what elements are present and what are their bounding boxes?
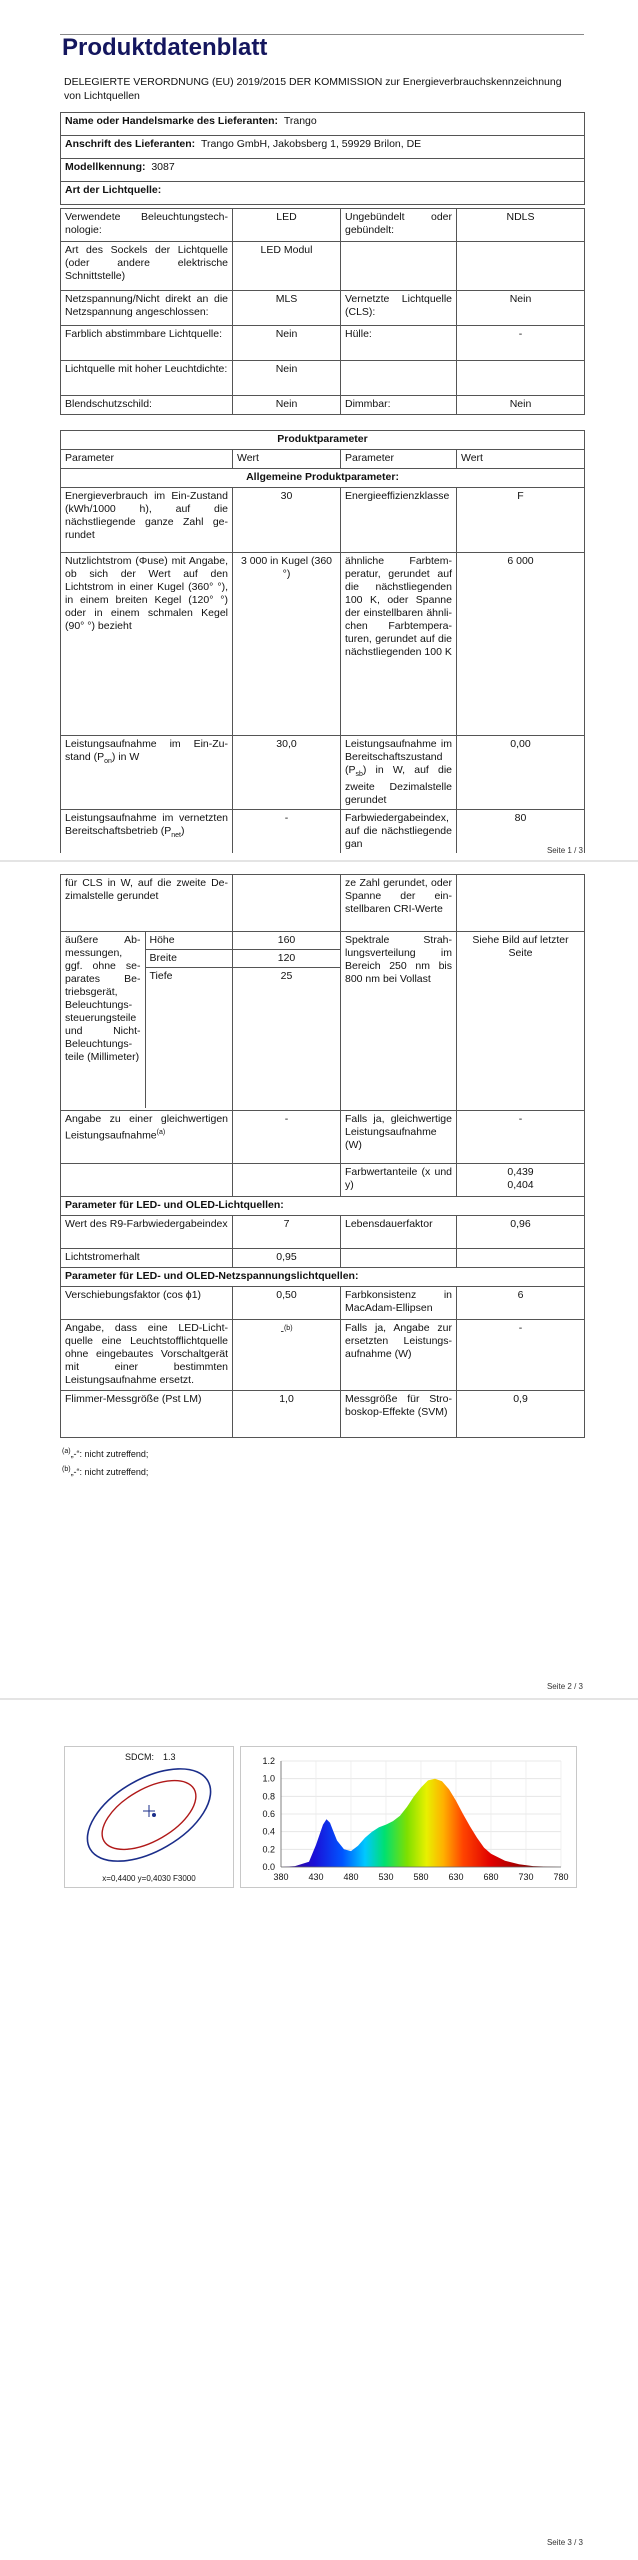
page-1 [0, 0, 638, 855]
x-tick-label: 430 [308, 1872, 324, 1882]
luminous-flux-label: Nutzlichtstrom (Φuse) mit Angabe, ob sich der Wert auf den Lichtstrom in einer Kugel (360° °), in einem breiten Kegel (120° °) oder in einem schmalen Kegel (90° °) bezieht [61, 553, 233, 736]
displacement-factor-label: Verschiebungsfaktor (cos ϕ1) [61, 1287, 233, 1320]
x-tick-label: 680 [483, 1872, 499, 1882]
replacement-claim-value: -$^{(b)}$ [233, 1320, 341, 1391]
lumen-maintenance-value: 0,95 [233, 1249, 341, 1268]
type-cell-v2: NDLS [457, 209, 585, 242]
y-tick-label: 0.2 [262, 1844, 275, 1855]
sdcm-svg [65, 1747, 233, 1887]
general-parameters-heading: Allgemeine Produktparameter: [61, 469, 585, 488]
parameters-table [60, 430, 585, 853]
equivalent-power-if-yes-value: - [457, 1111, 585, 1164]
flicker-value: 1,0 [233, 1391, 341, 1438]
empty-cell [457, 875, 585, 932]
standby-power-label: Leistungsaufnahme im Bereitschaftszustand $(P_{sb})$ in W, auf die zweite Dezimalstelle gerundet [341, 736, 457, 810]
on-mode-power-value: 30,0 [233, 736, 341, 810]
r9-label: Wert des R9-Farbwiedergabeindex [61, 1216, 233, 1249]
type-cell-v2: - [457, 326, 585, 361]
dim-depth-value: 25 [280, 970, 293, 982]
type-cell-l1: Farblich abstimmbare Lichtquelle: [61, 326, 233, 361]
cri-label: Farbwiedergabeindex, auf die nächstliegende gan [341, 810, 457, 854]
lumen-maintenance-label: Lichtstromerhalt [61, 1249, 233, 1268]
dimension-values-cell [233, 932, 341, 1111]
type-cell-v1: LED [233, 209, 341, 242]
sdcm-ellipse-chart [64, 1746, 234, 1888]
type-cell-v1: MLS [233, 291, 341, 326]
page-number-1: Seite 1 / 3 [546, 846, 583, 855]
energy-consumption-value: 30 [233, 488, 341, 553]
type-cell-l2: Dimmbar: [341, 396, 457, 415]
type-cell-v1: Nein [233, 326, 341, 361]
type-cell-l2: Ungebündelt oder gebündelt: [341, 209, 457, 242]
type-cell-v2 [457, 242, 585, 291]
page-number-2: Seite 2 / 3 [546, 1682, 583, 1691]
stroboscopic-label: Messgröße für Stroboskop-Effekte (SVM) [341, 1391, 457, 1438]
color-consistency-value: 6 [457, 1287, 585, 1320]
supplier-name-row: Name oder Handelsmarke des Lieferanten: Trango [61, 113, 585, 136]
dim-width-label: Breite [145, 950, 232, 968]
type-cell-v2 [457, 361, 585, 396]
on-mode-power-label: Leistungsaufnahme im Ein-Zustand $(P_{on})$ in W [61, 736, 233, 810]
stroboscopic-value: 0,9 [457, 1391, 585, 1438]
y-tick-label: 0.0 [262, 1862, 275, 1872]
footnote-b: $^{(b)}$„-“: nicht zutreffend; [62, 1466, 149, 1477]
sdcm-label: SDCM: [125, 1752, 154, 1762]
type-row [61, 209, 585, 242]
page-title: Produktdatenblatt [62, 34, 268, 61]
type-cell-v1: Nein [233, 361, 341, 396]
x-tick-label: 580 [413, 1872, 429, 1882]
type-cell-l2 [341, 361, 457, 396]
empty-cell [341, 1249, 457, 1268]
replacement-claim-label: Angabe, dass eine LED-Lichtquelle eine Leuchtstofflichtquelle ohne eingebautes Vorschaltgerät mit einer bestimmten Leistungsaufnahme ersetzt. [61, 1320, 233, 1391]
type-row [61, 361, 585, 396]
model-row: Modellkennung: 3087 [61, 159, 585, 182]
cri-label-cont: ze Zahl gerundet, oder Spanne der einstellbaren CRI-Werte [341, 875, 457, 932]
networked-standby-label: Leistungsaufnahme im vernetzten Bereitschaftsbetrieb $(P_{net})$ [61, 810, 233, 854]
y-tick-label: 0.4 [262, 1826, 275, 1837]
footnote-a: $^{(a)}$„-“: nicht zutreffend; [62, 1448, 149, 1459]
type-row [61, 326, 585, 361]
x-tick-label: 380 [273, 1872, 289, 1882]
equivalent-power-if-yes-label: Falls ja, gleichwertige Leistungsaufnahme (W) [341, 1111, 457, 1164]
x-tick-label: 530 [378, 1872, 394, 1882]
survival-factor-label: Lebensdauerfaktor [341, 1216, 457, 1249]
supplier-address-row: Anschrift des Lieferanten: Trango GmbH, Jakobsberg 1, 59929 Brilon, DE [61, 136, 585, 159]
supplier-table [60, 112, 585, 205]
luminous-flux-value: 3 000 in Kugel (360 °) [233, 553, 341, 736]
type-cell-v1: LED Modul [233, 242, 341, 291]
light-source-type-heading: Art der Lichtquelle: [61, 182, 585, 205]
dim-depth-label: Tiefe [149, 970, 173, 982]
standby-power-value: 0,00 [457, 736, 585, 810]
spectrum-area [281, 1779, 561, 1867]
spectral-distribution-label: Spektrale Strahlungsverteilung im Bereich 250 nm bis 800 nm bei Vollast [341, 932, 457, 1111]
type-row [61, 242, 585, 291]
equivalent-power-value: - [233, 1111, 341, 1164]
cri-value: 80 [457, 810, 585, 854]
type-cell-l1: Blendschutzschild: [61, 396, 233, 415]
mains-parameters-heading: Parameter für LED- und OLED-Netzspannungslichtquellen: [61, 1268, 585, 1287]
flicker-label: Flimmer-Messgröße (Pst LM) [61, 1391, 233, 1438]
replaced-power-value: - [457, 1320, 585, 1391]
x-tick-label: 780 [553, 1872, 569, 1882]
empty-cell [233, 875, 341, 932]
networked-standby-label-cont: für CLS in W, auf die zweite Dezimalstelle gerundet [61, 875, 233, 932]
survival-factor-value: 0,96 [457, 1216, 585, 1249]
equivalent-power-label: Angabe zu einer gleichwertigen Leistungsaufnahme$^{(a)}$ [61, 1111, 233, 1164]
type-row [61, 291, 585, 326]
empty-cell [233, 1164, 341, 1197]
parameters-table-continued [60, 874, 585, 1438]
y-tick-label: 1.0 [262, 1773, 275, 1784]
type-cell-l1: Verwendete Beleuchtungstechnologie: [61, 209, 233, 242]
r9-value: 7 [233, 1216, 341, 1249]
page-divider [0, 1698, 638, 1700]
col-header-param-2: Parameter [341, 450, 457, 469]
led-parameters-heading: Parameter für LED- und OLED-Lichtquellen: [61, 1197, 585, 1216]
dim-height-value: 160 [233, 932, 340, 950]
type-cell-l1: Lichtquelle mit hoher Leuchtdichte: [61, 361, 233, 396]
dim-width-value: 120 [233, 950, 340, 968]
page-number-3: Seite 3 / 3 [546, 2538, 583, 2547]
displacement-factor-value: 0,50 [233, 1287, 341, 1320]
color-temperature-label: ähnliche Farbtemperatur, gerundet auf die nächstliegenden 100 K, oder Spanne der einstellbaren ähnlichen Farbtemperaturen, gerundet auf die nächstliegenden 100 K [341, 553, 457, 736]
type-cell-l2 [341, 242, 457, 291]
y-tick-label: 1.2 [262, 1756, 275, 1766]
col-header-value-2: Wert [457, 450, 585, 469]
replaced-power-label: Falls ja, Angabe zur ersetzten Leistungsaufnahme (W) [341, 1320, 457, 1391]
page-2 [0, 862, 638, 1712]
type-cell-l2: Hülle: [341, 326, 457, 361]
type-cell-l2: Vernetzte Lichtquelle (CLS): [341, 291, 457, 326]
dim-height-label: Höhe [145, 932, 232, 950]
regulation-reference: DELEGIERTE VERORDNUNG (EU) 2019/2015 DER KOMMISSION zur Energieverbrauchskennzeichnung von Lichtquellen [64, 76, 562, 102]
empty-cell [61, 1164, 233, 1197]
spectral-distribution-value: Siehe Bild auf letzter Seite [457, 932, 585, 1111]
sdcm-caption: x=0,4400 y=0,4030 F3000 [102, 1874, 196, 1883]
dimensions-cell [61, 932, 233, 1111]
color-consistency-label: Farbkonsistenz in MacAdam-Ellipsen [341, 1287, 457, 1320]
dimensions-label: äußere Abmessungen, ggf. ohne separates Betriebsgerät, Beleuchtungssteuerungsteile und Nicht-Beleuchtungsteile (Millimeter) [61, 932, 145, 1108]
product-parameters-heading: Produktparameter [61, 431, 585, 450]
networked-standby-value: - [233, 810, 341, 854]
empty-cell [457, 1249, 585, 1268]
type-row [61, 396, 585, 415]
energy-consumption-label: Energieverbrauch im Ein-Zustand (kWh/1000 h), auf die nächstliegende ganze Zahl gerundet [61, 488, 233, 553]
type-cell-l1: Art des Sockels der Lichtquelle (oder andere elektrische Schnittstelle) [61, 242, 233, 291]
col-header-param: Parameter [61, 450, 233, 469]
sdcm-value: 1.3 [163, 1752, 176, 1762]
energy-class-label: Energieeffizienzklasse [341, 488, 457, 553]
x-tick-label: 480 [343, 1872, 359, 1882]
y-tick-label: 0.8 [262, 1791, 275, 1802]
x-tick-label: 730 [518, 1872, 534, 1882]
color-temperature-value: 6 000 [457, 553, 585, 736]
type-cell-v1: Nein [233, 396, 341, 415]
type-cell-v2: Nein [457, 396, 585, 415]
x-tick-label: 630 [448, 1872, 464, 1882]
spectrum-chart [240, 1746, 577, 1888]
type-table [60, 208, 585, 415]
y-tick-label: 0.6 [262, 1809, 275, 1819]
col-header-value: Wert [233, 450, 341, 469]
chromaticity-value: 0,439 0,404 [457, 1164, 585, 1197]
type-cell-v2: Nein [457, 291, 585, 326]
energy-class-value: F [457, 488, 585, 553]
chromaticity-label: Farbwertanteile (x und y) [341, 1164, 457, 1197]
measured-point [152, 1813, 156, 1817]
type-cell-l1: Netzspannung/Nicht direkt an die Netzspannung angeschlossen: [61, 291, 233, 326]
spectrum-svg [241, 1747, 576, 1887]
